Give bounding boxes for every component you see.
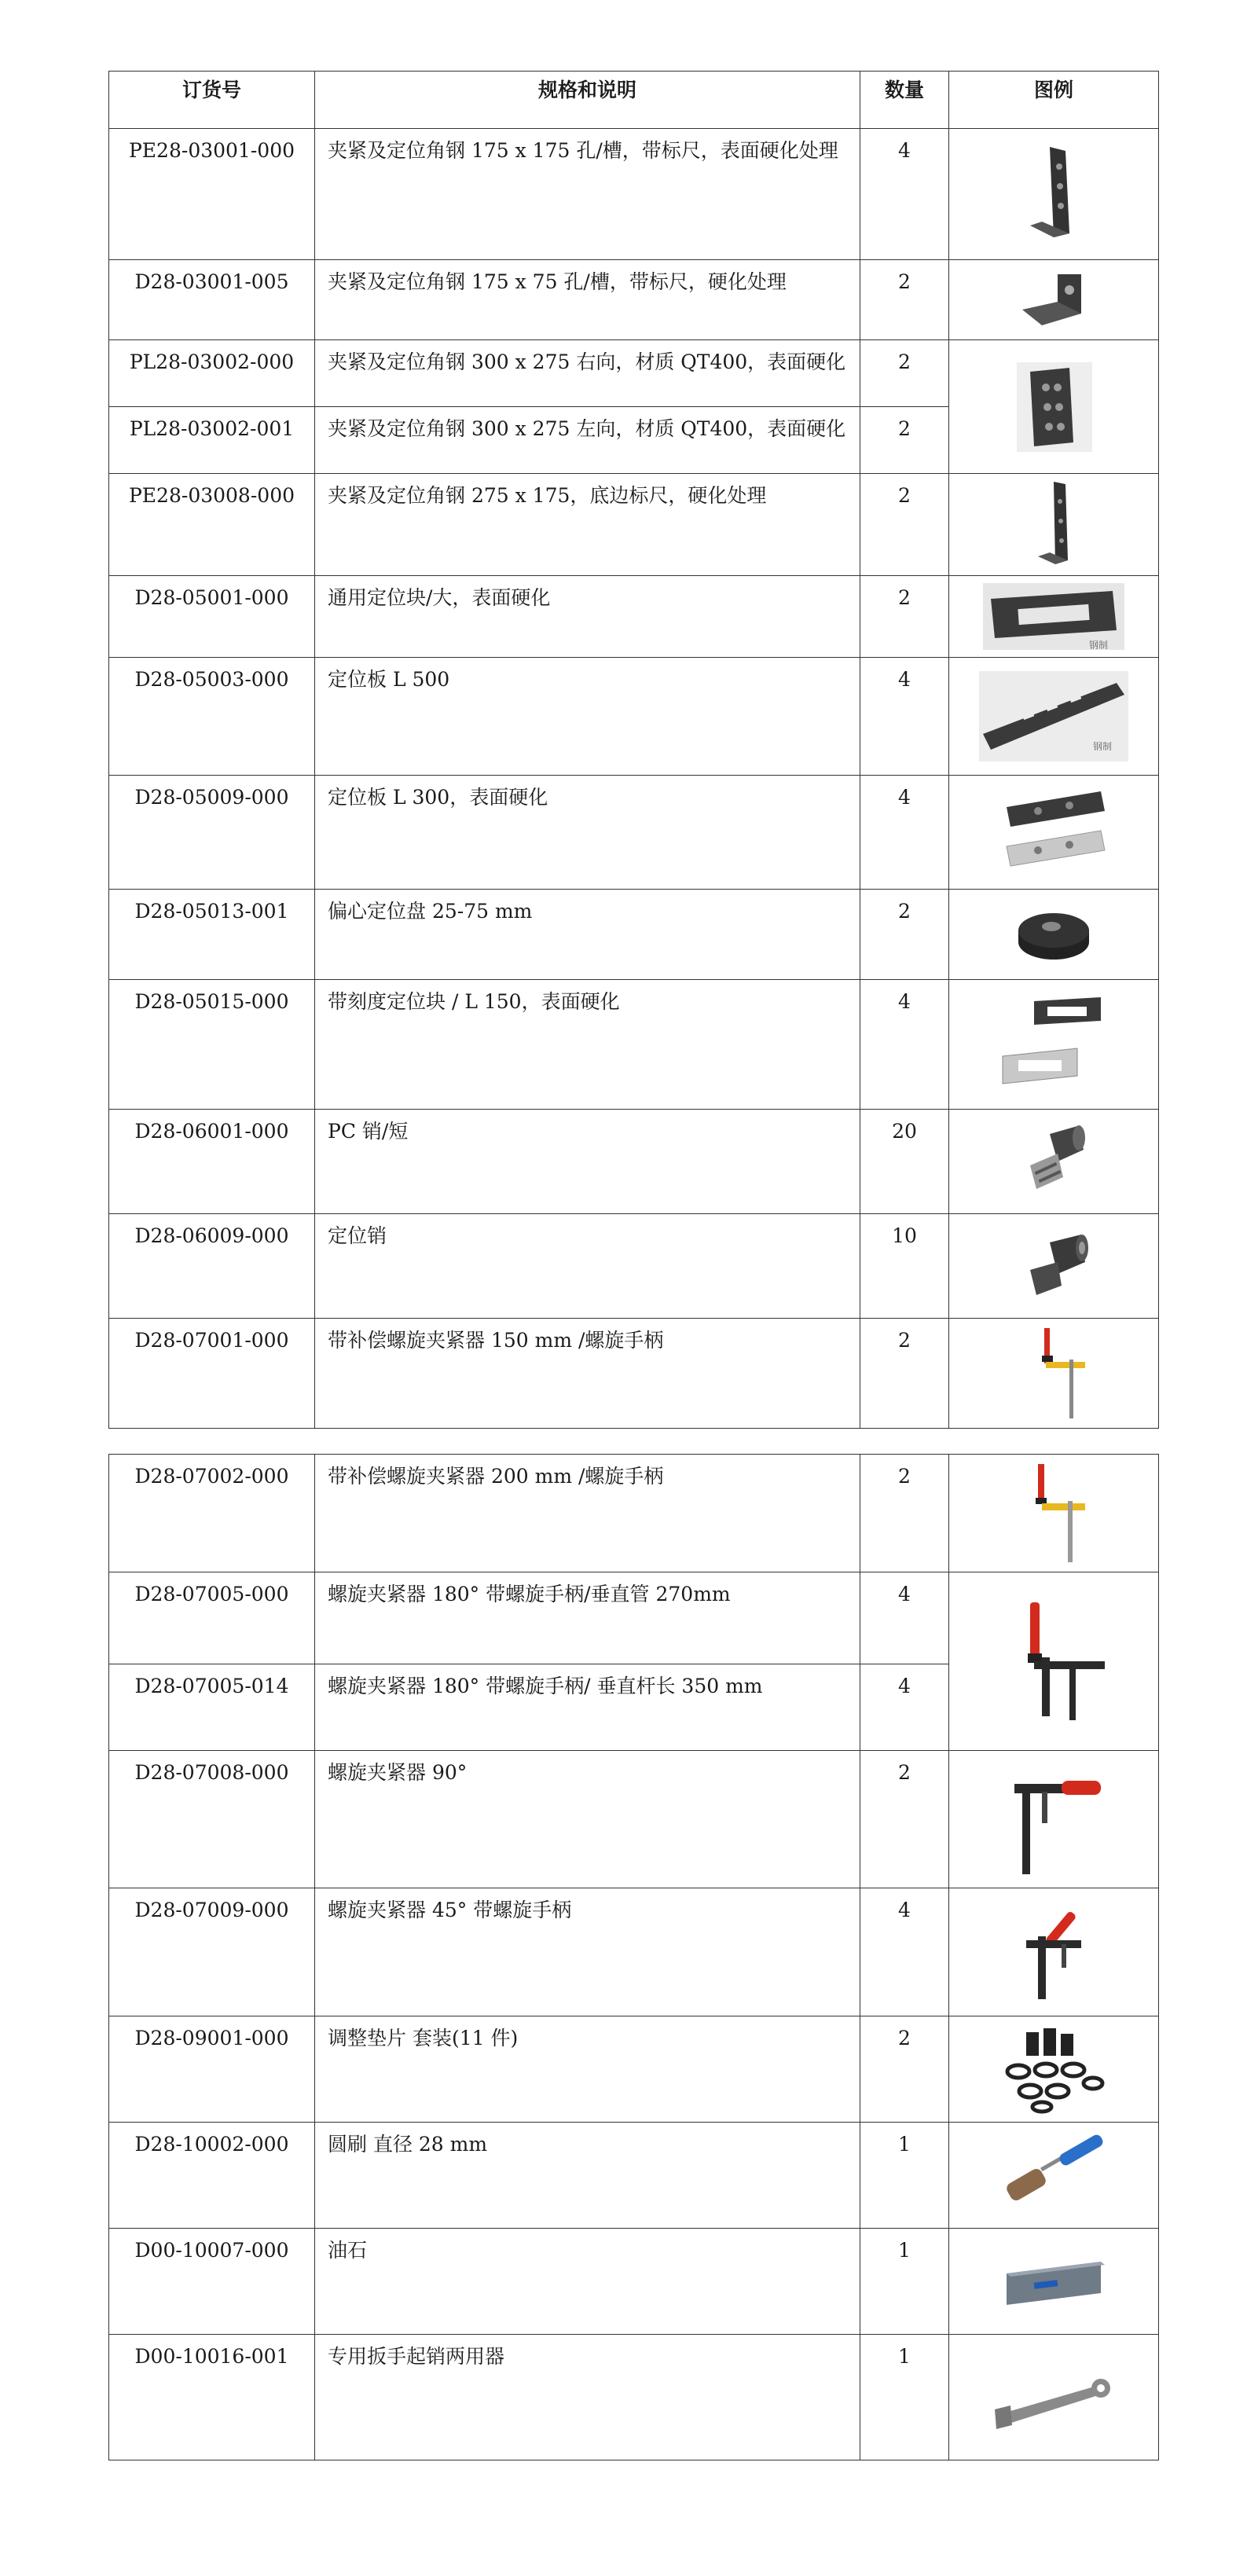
description: 定位板 L 500 <box>315 658 860 776</box>
order-code: D28-06001-000 <box>109 1110 315 1214</box>
order-code: D28-05003-000 <box>109 658 315 776</box>
table-row <box>109 1888 1159 2016</box>
description: 螺旋夹紧器 45° 带螺旋手柄 <box>315 1888 860 2016</box>
table-row <box>109 980 1159 1110</box>
oil-stone-image <box>995 2246 1113 2317</box>
pc-pin-image <box>1014 1118 1093 1205</box>
description: PC 销/短 <box>315 1110 860 1214</box>
product-image-cell <box>949 2335 1159 2460</box>
product-image-cell <box>949 1455 1159 1572</box>
product-image-cell <box>949 776 1159 890</box>
description: 圆刷 直径 28 mm <box>315 2123 860 2229</box>
header-qty: 数量 <box>860 72 949 129</box>
round-brush-image <box>991 2132 1117 2218</box>
description: 带补偿螺旋夹紧器 200 mm /螺旋手柄 <box>315 1455 860 1572</box>
order-code: D28-05009-000 <box>109 776 315 890</box>
steel-label: 钢制 <box>1093 741 1113 752</box>
quantity: 2 <box>860 1751 949 1888</box>
table-row <box>109 1751 1159 1888</box>
quantity: 4 <box>860 658 949 776</box>
order-code: D28-05013-001 <box>109 890 315 980</box>
description: 螺旋夹紧器 180° 带螺旋手柄/ 垂直杆长 350 mm <box>315 1664 860 1751</box>
product-image-cell <box>949 1751 1159 1888</box>
product-image-cell <box>949 260 1159 340</box>
quantity: 4 <box>860 1572 949 1664</box>
quantity: 2 <box>860 890 949 980</box>
quantity: 1 <box>860 2123 949 2229</box>
quantity: 4 <box>860 980 949 1110</box>
table-row <box>109 129 1159 260</box>
product-image-cell <box>949 890 1159 980</box>
screw-clamp-150-image <box>1014 1324 1093 1422</box>
order-code: PE28-03008-000 <box>109 474 315 576</box>
quantity: 1 <box>860 2229 949 2335</box>
table-header <box>109 72 1159 129</box>
angle-bracket-image <box>1007 139 1101 249</box>
table-row <box>109 2335 1159 2460</box>
table-row <box>109 340 1159 407</box>
order-code: D28-05001-000 <box>109 576 315 658</box>
description: 带补偿螺旋夹紧器 150 mm /螺旋手柄 <box>315 1319 860 1429</box>
order-code: D28-06009-000 <box>109 1214 315 1319</box>
header-order-no: 订货号 <box>109 72 315 129</box>
screw-clamp-90-image <box>995 1760 1113 1878</box>
description: 螺旋夹紧器 180° 带螺旋手柄/垂直管 270mm <box>315 1572 860 1664</box>
description: 偏心定位盘 25-75 mm <box>315 890 860 980</box>
large-angle-bracket-image <box>1003 356 1105 458</box>
locating-plate-pair-image <box>991 783 1117 882</box>
description: 带刻度定位块 / L 150，表面硬化 <box>315 980 860 1110</box>
table-row <box>109 260 1159 340</box>
order-code: D28-09001-000 <box>109 2016 315 2123</box>
table-row <box>109 2123 1159 2229</box>
product-image-cell <box>949 474 1159 576</box>
tall-angle-bracket-image <box>1014 478 1093 572</box>
description: 定位板 L 300，表面硬化 <box>315 776 860 890</box>
order-code: D28-03001-005 <box>109 260 315 340</box>
eccentric-disc-image <box>1010 899 1097 970</box>
screw-clamp-45-image <box>995 1897 1113 2007</box>
steel-label: 钢制 <box>1089 640 1109 651</box>
quantity: 2 <box>860 260 949 340</box>
product-image-cell <box>949 340 1159 474</box>
quantity: 2 <box>860 1455 949 1572</box>
description: 专用扳手起销两用器 <box>315 2335 860 2460</box>
order-code: PE28-03001-000 <box>109 129 315 260</box>
product-image-cell <box>949 2123 1159 2229</box>
order-code: D00-10007-000 <box>109 2229 315 2335</box>
description: 夹紧及定位角钢 300 x 275 左向，材质 QT400，表面硬化 <box>315 407 860 474</box>
parts-table-2 <box>108 1454 1159 2460</box>
product-image-cell <box>949 129 1159 260</box>
quantity: 4 <box>860 129 949 260</box>
product-image-cell <box>949 576 1159 658</box>
description: 夹紧及定位角钢 175 x 175 孔/槽，带标尺，表面硬化处理 <box>315 129 860 260</box>
order-code: D00-10016-001 <box>109 2335 315 2460</box>
screw-clamp-180-image <box>995 1594 1113 1728</box>
order-code: PL28-03002-001 <box>109 407 315 474</box>
graduated-block-image <box>991 989 1117 1099</box>
quantity: 1 <box>860 2335 949 2460</box>
table-row <box>109 576 1159 658</box>
wrench-pin-puller-image <box>987 2362 1120 2433</box>
header-spec: 规格和说明 <box>315 72 860 129</box>
order-code: D28-07005-000 <box>109 1572 315 1664</box>
order-code: PL28-03002-000 <box>109 340 315 407</box>
quantity: 2 <box>860 1319 949 1429</box>
product-image-cell <box>949 1214 1159 1319</box>
header-image: 图例 <box>949 72 1159 129</box>
order-code: D28-07009-000 <box>109 1888 315 2016</box>
product-image-cell <box>949 1572 1159 1751</box>
table-row <box>109 890 1159 980</box>
table-row <box>109 776 1159 890</box>
screw-clamp-200-image <box>1014 1460 1093 1566</box>
description: 调整垫片 套装(11 件) <box>315 2016 860 2123</box>
quantity: 2 <box>860 2016 949 2123</box>
product-image-cell <box>949 1888 1159 2016</box>
description: 夹紧及定位角钢 300 x 275 右向，材质 QT400，表面硬化 <box>315 340 860 407</box>
order-code: D28-07005-014 <box>109 1664 315 1751</box>
locating-pin-image <box>1014 1223 1093 1309</box>
description: 夹紧及定位角钢 275 x 175，底边标尺，硬化处理 <box>315 474 860 576</box>
quantity: 2 <box>860 340 949 407</box>
locating-plate-image <box>975 667 1132 765</box>
table-row <box>109 658 1159 776</box>
quantity: 10 <box>860 1214 949 1319</box>
table-row <box>109 1455 1159 1572</box>
table-row <box>109 2016 1159 2123</box>
product-image-cell <box>949 2016 1159 2123</box>
quantity: 20 <box>860 1110 949 1214</box>
product-image-cell <box>949 1319 1159 1429</box>
parts-table-1 <box>108 71 1159 1429</box>
table-row <box>109 2229 1159 2335</box>
table-row <box>109 474 1159 576</box>
quantity: 4 <box>860 1664 949 1751</box>
short-angle-bracket-image <box>1003 266 1105 333</box>
quantity: 2 <box>860 407 949 474</box>
quantity: 2 <box>860 474 949 576</box>
order-code: D28-05015-000 <box>109 980 315 1110</box>
quantity: 4 <box>860 776 949 890</box>
table-row <box>109 1572 1159 1664</box>
product-image-cell <box>949 2229 1159 2335</box>
table-row <box>109 1319 1159 1429</box>
order-code: D28-07002-000 <box>109 1455 315 1572</box>
order-code: D28-07001-000 <box>109 1319 315 1429</box>
description: 定位销 <box>315 1214 860 1319</box>
table-row <box>109 1110 1159 1214</box>
product-image-cell <box>949 1110 1159 1214</box>
quantity: 2 <box>860 576 949 658</box>
table-row <box>109 1214 1159 1319</box>
description: 螺旋夹紧器 90° <box>315 1751 860 1888</box>
order-code: D28-10002-000 <box>109 2123 315 2229</box>
description: 通用定位块/大，表面硬化 <box>315 576 860 658</box>
locating-block-image <box>979 579 1128 654</box>
shim-set-image <box>995 2024 1113 2115</box>
product-image-cell <box>949 658 1159 776</box>
order-code: D28-07008-000 <box>109 1751 315 1888</box>
product-image-cell <box>949 980 1159 1110</box>
quantity: 4 <box>860 1888 949 2016</box>
description: 油石 <box>315 2229 860 2335</box>
description: 夹紧及定位角钢 175 x 75 孔/槽，带标尺，硬化处理 <box>315 260 860 340</box>
